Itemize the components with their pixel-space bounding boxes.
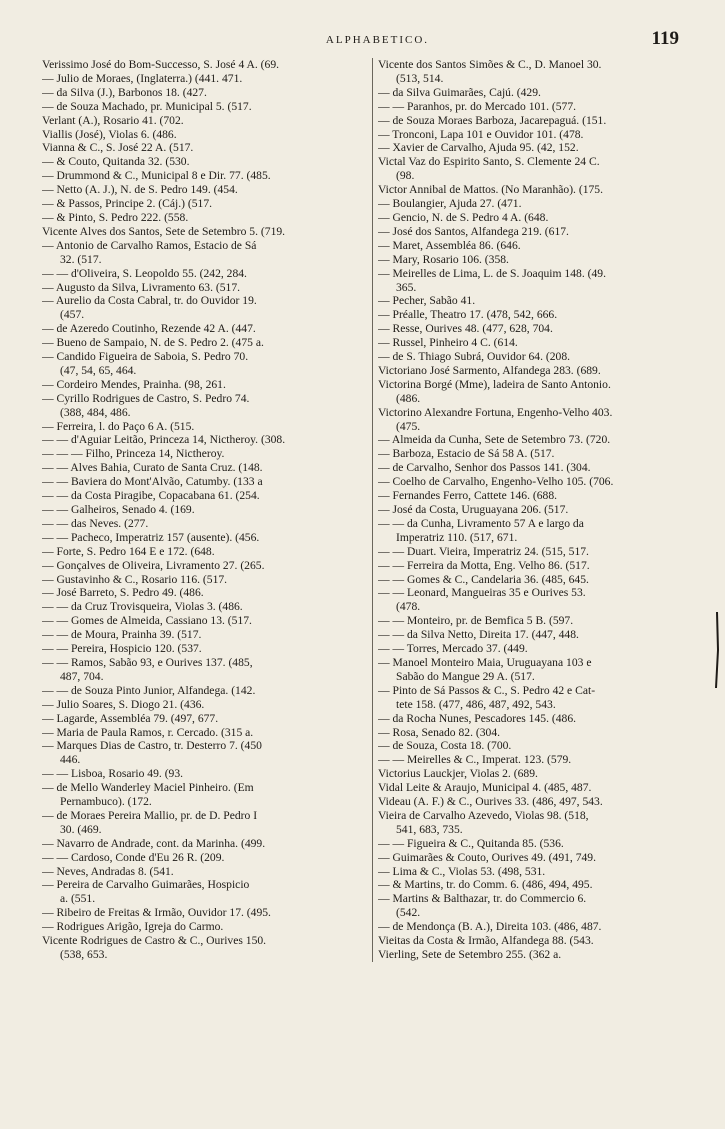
entry-continuation: a. (551. xyxy=(60,892,96,906)
directory-entry: — Julio de Moraes, (Inglaterra.) (441. 471. xyxy=(42,71,243,85)
directory-entry: — Augusto da Silva, Livramento 63. (517. xyxy=(42,280,241,294)
entry-continuation: Sabão do Mangue 29 A. (517. xyxy=(396,669,535,683)
directory-entry: Victorina Borgé (Mme), ladeira de Santo Antonio. xyxy=(378,377,611,391)
entry-continuation: 541, 683, 735. xyxy=(396,822,463,836)
directory-entry: — — Monteiro, pr. de Bemfica 5 B. (597. xyxy=(378,614,574,628)
directory-entry: — & Martins, tr. do Comm. 6. (486, 494, 495. xyxy=(378,878,593,892)
directory-entry: Verissimo José do Bom-Successo, S. José 4 A. (69. xyxy=(42,58,280,71)
directory-entry: — — Pacheco, Imperatriz 157 (ausente). (456. xyxy=(42,530,260,544)
margin-ink-mark xyxy=(712,610,722,690)
directory-entry: — de S. Thiago Subrá, Ouvidor 64. (208. xyxy=(378,350,571,364)
entry-continuation: 32. (517. xyxy=(60,252,102,266)
directory-entry: — — Baviera do Mont'Alvão, Catumby. (133 a xyxy=(42,475,263,489)
directory-entry: — da Silva (J.), Barbonos 18. (427. xyxy=(42,85,207,99)
directory-entry: — Netto (A. J.), N. de S. Pedro 149. (454. xyxy=(42,183,238,197)
directory-entry: — José da Costa, Uruguayana 206. (517. xyxy=(378,503,569,516)
directory-entry: — — de Moura, Prainha 39. (517. xyxy=(42,628,202,642)
directory-entry: — de Souza Moraes Barboza, Jacarepaguá. (151. xyxy=(378,113,607,127)
directory-entry: — da Rocha Nunes, Pescadores 145. (486. xyxy=(378,711,577,725)
directory-entry: — Neves, Andradas 8. (541. xyxy=(42,864,174,878)
directory-entry: — — Alves Bahia, Curato de Santa Cruz. (148. xyxy=(42,461,263,475)
directory-entry: — Lima & C., Violas 53. (498, 531. xyxy=(378,864,546,878)
directory-entry: — Barboza, Estacio de Sá 58 A. (517. xyxy=(378,447,555,461)
right-column xyxy=(372,58,710,962)
page-header xyxy=(42,28,713,58)
directory-entry: — Marques Dias de Castro, tr. Desterro 7. (450 xyxy=(42,739,262,753)
directory-entry: — — das Neves. (277. xyxy=(42,516,149,530)
directory-entry: — — Lisboa, Rosario 49. (93. xyxy=(42,767,184,781)
directory-entry: — Navarro de Andrade, cont. da Marinha. (499. xyxy=(42,836,266,850)
directory-entry: — Manoel Monteiro Maia, Uruguayana 103 e xyxy=(378,655,592,669)
directory-entry: Videau (A. F.) & C., Ourives 33. (486, 497, 543. xyxy=(378,795,603,809)
directory-entry: — — Ramos, Sabão 93, e Ourives 137. (485, xyxy=(42,655,253,669)
directory-entry: — Maret, Assembléa 86. (646. xyxy=(378,238,521,252)
directory-entry: — — Cardoso, Conde d'Eu 26 R. (209. xyxy=(42,850,225,864)
directory-entry: Victorino Alexandre Fortuna, Engenho-Velho 403. xyxy=(378,405,613,419)
entry-continuation: 446. xyxy=(60,753,81,767)
directory-entry: — — d'Oliveira, S. Leopoldo 55. (242, 284. xyxy=(42,266,247,280)
directory-entry: — — Pereira, Hospicio 120. (537. xyxy=(42,642,202,656)
directory-entry: — Gustavinho & C., Rosario 116. (517. xyxy=(42,572,228,586)
directory-entry: — Forte, S. Pedro 164 E e 172. (648. xyxy=(42,544,215,558)
entry-continuation: (388, 484, 486. xyxy=(60,405,131,419)
directory-entry: — Martins & Balthazar, tr. do Commercio 6. xyxy=(378,892,587,906)
entry-continuation: (457. xyxy=(60,308,85,322)
entry-continuation: 487, 704. xyxy=(60,669,104,683)
directory-entry: Victoriano José Sarmento, Alfandega 283. (689. xyxy=(378,363,601,377)
directory-entry: — Russel, Pinheiro 4 C. (614. xyxy=(378,336,518,350)
directory-entry: — Antonio de Carvalho Ramos, Estacio de Sá xyxy=(42,238,257,252)
directory-entry: — — Duart. Vieira, Imperatriz 24. (515, 517. xyxy=(378,544,589,558)
directory-entry: — Cyrillo Rodrigues de Castro, S. Pedro 74. xyxy=(42,391,250,405)
directory-entry: — de Souza, Costa 18. (700. xyxy=(378,739,512,753)
directory-entry: — Pinto de Sá Passos & C., S. Pedro 42 e Cat- xyxy=(378,683,596,697)
directory-entry: — Drummond & C., Municipal 8 e Dir. 77. (485. xyxy=(42,169,271,183)
directory-entry: — Préalle, Theatro 17. (478, 542, 666. xyxy=(378,308,558,322)
directory-entry: — & Passos, Principe 2. (Cáj.) (517. xyxy=(42,197,213,211)
directory-entry: — Pecher, Sabão 41. xyxy=(378,294,476,308)
directory-entry: — Tronconi, Lapa 101 e Ouvidor 101. (478. xyxy=(378,127,584,141)
directory-entry: — — Paranhos, pr. do Mercado 101. (577. xyxy=(378,99,577,113)
entry-continuation: (98. xyxy=(396,169,415,183)
directory-entry: — de Souza Machado, pr. Municipal 5. (517. xyxy=(42,99,252,113)
directory-entry: — — da Silva Netto, Direita 17. (447, 448. xyxy=(378,628,579,642)
page-number: 119 xyxy=(651,28,679,49)
entry-continuation: (538, 653. xyxy=(60,948,108,961)
directory-entry: — — da Cruz Trovisqueira, Violas 3. (486. xyxy=(42,600,243,614)
directory-entry: — — da Cunha, Livramento 57 A e largo da xyxy=(378,516,584,530)
directory-entry: — Ribeiro de Freitas & Irmão, Ouvidor 17. (495. xyxy=(42,906,271,920)
directory-entry: — Rodrigues Arigão, Igreja do Carmo. xyxy=(42,920,224,934)
directory-entry: — — Ferreira da Motta, Eng. Velho 86. (517. xyxy=(378,558,590,572)
directory-entry: — de Azeredo Coutinho, Rezende 42 A. (447. xyxy=(42,322,256,336)
entry-continuation: (478. xyxy=(396,600,421,614)
directory-entry: — de Mello Wanderley Maciel Pinheiro. (Em xyxy=(42,781,254,795)
directory-entry: Victor Annibal de Mattos. (No Maranhão). (175. xyxy=(378,183,604,197)
directory-entry: — — Galheiros, Senado 4. (169. xyxy=(42,503,195,516)
entry-continuation: (47, 54, 65, 464. xyxy=(60,363,137,377)
directory-entry: Viallis (José), Violas 6. (486. xyxy=(42,127,177,141)
directory-entry: Vidal Leite & Araujo, Municipal 4. (485, 487. xyxy=(378,781,592,795)
running-title: ALPHABETICO. xyxy=(325,34,430,46)
directory-entry: — Mary, Rosario 106. (358. xyxy=(378,252,509,266)
entry-continuation: Pernambuco). (172. xyxy=(60,795,152,809)
directory-entry: Vieitas da Costa & Irmão, Alfandega 88. (543. xyxy=(378,934,594,948)
directory-entry: Vicente Alves dos Santos, Sete de Setembro 5. (719. xyxy=(42,224,286,238)
directory-entry: — Xavier de Carvalho, Ajuda 95. (42, 152. xyxy=(378,141,579,155)
directory-entry: — Gencio, N. de S. Pedro 4 A. (648. xyxy=(378,210,549,224)
directory-entry: — José Barreto, S. Pedro 49. (486. xyxy=(42,586,204,600)
directory-entry: Vianna & C., S. José 22 A. (517. xyxy=(42,141,194,155)
directory-entry: — — d'Aguiar Leitão, Princeza 14, Nictheroy. (308. xyxy=(42,433,286,447)
directory-entry: Victorius Lauckjer, Violas 2. (689. xyxy=(378,767,538,781)
directory-columns xyxy=(42,58,713,962)
directory-entry: — — de Souza Pinto Junior, Alfandega. (142. xyxy=(42,683,256,697)
directory-entry: — Almeida da Cunha, Sete de Setembro 73. (720. xyxy=(378,433,611,447)
directory-entry: — — Leonard, Mangueiras 35 e Ourives 53. xyxy=(378,586,586,600)
directory-entry: — — Gomes de Almeida, Cassiano 13. (517. xyxy=(42,614,252,628)
directory-entry: — Rosa, Senado 82. (304. xyxy=(378,725,501,739)
directory-entry: — da Silva Guimarães, Cajú. (429. xyxy=(378,85,541,99)
directory-entry: — — Gomes & C., Candelaria 36. (485, 645. xyxy=(378,572,589,586)
directory-entry: — Resse, Ourives 48. (477, 628, 704. xyxy=(378,322,553,336)
directory-entry: — — Meirelles & C., Imperat. 123. (579. xyxy=(378,753,572,767)
directory-entry: Vicente dos Santos Simões & C., D. Manoel 30. xyxy=(378,58,602,71)
entry-continuation: (486. xyxy=(396,391,421,405)
directory-entry: — José dos Santos, Alfandega 219. (617. xyxy=(378,224,569,238)
directory-entry: — de Carvalho, Senhor dos Passos 141. (304. xyxy=(378,461,591,475)
directory-entry: Vieira de Carvalho Azevedo, Violas 98. (518, xyxy=(378,808,589,822)
directory-entry: — de Mendonça (B. A.), Direita 103. (486, 487. xyxy=(378,920,602,934)
directory-entry: Verlant (A.), Rosario 41. (702. xyxy=(42,113,184,127)
directory-entry: — Ferreira, l. do Paço 6 A. (515. xyxy=(42,419,195,433)
directory-entry: — Gonçalves de Oliveira, Livramento 27. (265. xyxy=(42,558,265,572)
directory-entry: — — Figueira & C., Quitanda 85. (536. xyxy=(378,836,564,850)
directory-entry: — — Torres, Mercado 37. (449. xyxy=(378,642,528,656)
directory-entry: — — da Costa Piragibe, Copacabana 61. (254. xyxy=(42,489,260,503)
directory-entry: — & Pinto, S. Pedro 222. (558. xyxy=(42,210,189,224)
directory-entry: — Maria de Paula Ramos, r. Cercado. (315 a. xyxy=(42,725,254,739)
directory-entry: — Cordeiro Mendes, Prainha. (98, 261. xyxy=(42,377,226,391)
directory-entry: — Aurelio da Costa Cabral, tr. do Ouvidor 19. xyxy=(42,294,257,308)
directory-entry: — Fernandes Ferro, Cattete 146. (688. xyxy=(378,489,558,503)
directory-entry: — Coelho de Carvalho, Engenho-Velho 105. (706. xyxy=(378,475,614,489)
directory-entry: — Boulangier, Ajuda 27. (471. xyxy=(378,197,522,211)
directory-entry: Vicente Rodrigues de Castro & C., Ourives 150. xyxy=(42,934,267,948)
entry-continuation: 365. xyxy=(396,280,417,294)
left-column xyxy=(42,58,372,962)
directory-entry: — — — Filho, Princeza 14, Nictheroy. xyxy=(42,447,225,461)
directory-entry: Vierling, Sete de Setembro 255. (362 a. xyxy=(378,948,562,961)
entry-continuation: (513, 514. xyxy=(396,71,444,85)
directory-entry: — Candido Figueira de Saboia, S. Pedro 70. xyxy=(42,350,249,364)
directory-entry: — Julio Soares, S. Diogo 21. (436. xyxy=(42,697,205,711)
entry-continuation: (542. xyxy=(396,906,421,920)
directory-entry: — & Couto, Quitanda 32. (530. xyxy=(42,155,190,169)
entry-continuation: Imperatriz 110. (517, 671. xyxy=(396,530,518,544)
entry-continuation: (475. xyxy=(396,419,421,433)
entry-continuation: tete 158. (477, 486, 487, 492, 543. xyxy=(396,697,556,711)
directory-entry: — de Moraes Pereira Mallio, pr. de D. Pedro I xyxy=(42,808,258,822)
directory-entry: — Pereira de Carvalho Guimarães, Hospicio xyxy=(42,878,250,892)
directory-entry: — Meirelles de Lima, L. de S. Joaquim 148. (49. xyxy=(378,266,606,280)
directory-entry: — Bueno de Sampaio, N. de S. Pedro 2. (475 a. xyxy=(42,336,264,350)
entry-continuation: 30. (469. xyxy=(60,822,102,836)
directory-entry: — Lagarde, Assembléa 79. (497, 677. xyxy=(42,711,219,725)
directory-entry: Victal Vaz do Espirito Santo, S. Clemente 24 C. xyxy=(378,155,600,169)
directory-entry: — Guimarães & Couto, Ourives 49. (491, 749. xyxy=(378,850,596,864)
